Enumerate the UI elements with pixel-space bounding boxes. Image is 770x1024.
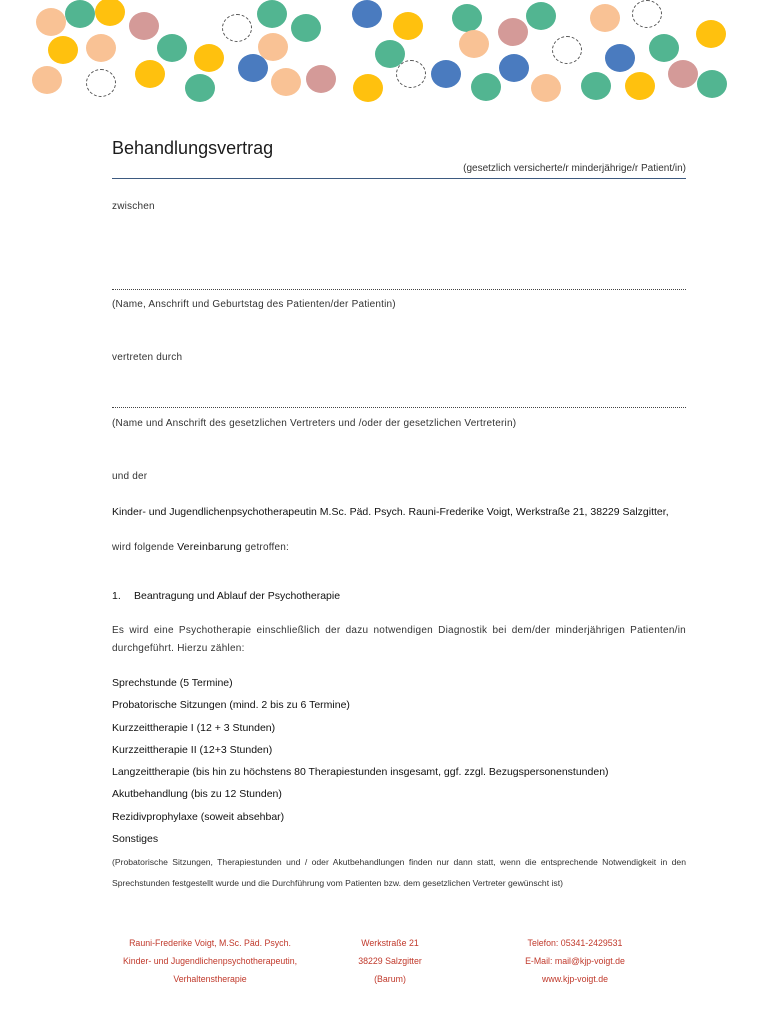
- document-subtitle: (gesetzlich versicherte/r minderjährige/r Patient/in): [463, 163, 686, 174]
- patient-fill-line: [112, 289, 686, 290]
- list-item: Probatorische Sitzungen (mind. 2 bis zu 6 Termine): [112, 699, 350, 712]
- decorative-dot: [393, 12, 423, 40]
- decorative-dot: [95, 0, 125, 26]
- decorative-dot: [257, 0, 287, 28]
- decorative-dot: [605, 44, 635, 72]
- decorative-dot: [498, 18, 528, 46]
- treatment-list: [112, 676, 609, 854]
- decorative-dot: [668, 60, 698, 88]
- decorative-dot: [531, 74, 561, 102]
- decorative-dot: [590, 4, 620, 32]
- decorative-dot: [194, 44, 224, 72]
- decorative-dot: [471, 73, 501, 101]
- decorative-dot: [499, 54, 529, 82]
- decorative-dot: [696, 20, 726, 48]
- footer-email[interactable]: E-Mail: mail@kjp-voigt.de: [525, 956, 625, 966]
- title-divider: [112, 178, 686, 179]
- list-item: Rezidivprophylaxe (soweit absehbar): [112, 810, 285, 823]
- section-title: Beantragung und Ablauf der Psychotherapie: [134, 590, 341, 602]
- agreement-line: [112, 541, 289, 553]
- decorative-dot: [222, 14, 252, 42]
- decorative-dot: [271, 68, 301, 96]
- decorative-dot: [48, 36, 78, 64]
- footer-practice-title: Kinder- und Jugendlichenpsychotherapeutin,: [122, 956, 298, 966]
- decorative-dot: [86, 69, 116, 97]
- therapist-line: Kinder- und Jugendlichenpsychotherapeutin M.Sc. Päd. Psych. Rauni-Frederike Voigt, Werkstraße 21, 38229 Salzgitter,: [112, 506, 669, 518]
- decorative-dot: [86, 34, 116, 62]
- list-item: Kurzzeittherapie II (12+3 Stunden): [112, 743, 273, 756]
- footer-phone: Telefon: 05341-2429531: [527, 938, 623, 948]
- decorative-dot: [396, 60, 426, 88]
- section-1-heading: [112, 590, 340, 602]
- and-label: und der: [112, 471, 148, 482]
- agreement-word: Vereinbarung: [177, 541, 242, 553]
- decorative-dot: [459, 30, 489, 58]
- decorative-dot: [552, 36, 582, 64]
- decorative-dot: [157, 34, 187, 62]
- footer-district: (Barum): [374, 974, 406, 984]
- footer-contact: [485, 934, 665, 988]
- footer-address: [330, 934, 450, 988]
- decorative-dot: [36, 8, 66, 36]
- decorative-dot: [352, 0, 382, 28]
- footer-street: Werkstraße 21: [361, 938, 419, 948]
- decorative-dot: [185, 74, 215, 102]
- decorative-dot: [135, 60, 165, 88]
- footer-city: 38229 Salzgitter: [358, 956, 422, 966]
- list-item: Sonstiges: [112, 833, 159, 846]
- decorative-dot: [129, 12, 159, 40]
- footer-practice-name: Rauni-Frederike Voigt, M.Sc. Päd. Psych.: [129, 938, 291, 948]
- decorative-dot: [632, 0, 662, 28]
- between-label: zwischen: [112, 201, 155, 212]
- decorative-dot: [452, 4, 482, 32]
- agreement-suffix: getroffen:: [241, 542, 289, 553]
- decorative-dot: [526, 2, 556, 30]
- agreement-prefix: wird folgende: [112, 542, 178, 553]
- list-item: Kurzzeittherapie I (12 + 3 Stunden): [112, 721, 276, 734]
- decorative-dot: [306, 65, 336, 93]
- representative-caption: (Name und Anschrift des gesetzlichen Vertreters und /oder der gesetzlichen Vertreterin): [112, 418, 517, 429]
- decorative-dot-banner: [0, 0, 770, 110]
- list-item: Akutbehandlung (bis zu 12 Stunden): [112, 788, 282, 801]
- decorative-dot: [581, 72, 611, 100]
- decorative-dot: [625, 72, 655, 100]
- list-item: Langzeittherapie (bis hin zu höchstens 80 Therapiestunden insgesamt, ggf. zzgl. Bezugspersonenstunden): [112, 766, 609, 779]
- section-1-paragraph: Es wird eine Psychotherapie einschließlich der dazu notwendigen Diagnostik bei dem/der minderjährigen Patienten/in durchgeführt. Hierzu zählen:: [112, 625, 686, 654]
- decorative-dot: [353, 74, 383, 102]
- document-title: Behandlungsvertrag: [112, 138, 274, 158]
- decorative-dot: [697, 70, 727, 98]
- section-1-note: (Probatorische Sitzungen, Therapiestunden und / oder Akutbehandlungen finden nur dann statt, wenn die entsprechende Notwendigkeit in den Sprechstunden festgestellt wurde und die Durchführung vom Patienten bzw. dem gesetzlichen Vertreter gewünscht ist): [112, 857, 686, 888]
- list-item: Sprechstunde (5 Termine): [112, 677, 233, 689]
- decorative-dot: [431, 60, 461, 88]
- representative-fill-line: [112, 407, 686, 408]
- section-number: 1.: [112, 590, 121, 602]
- patient-caption: (Name, Anschrift und Geburtstag des Patienten/der Patientin): [112, 299, 396, 310]
- decorative-dot: [291, 14, 321, 42]
- decorative-dot: [32, 66, 62, 94]
- decorative-dot: [258, 33, 288, 61]
- footer-practice: [100, 934, 320, 988]
- decorative-dot: [649, 34, 679, 62]
- represented-label: vertreten durch: [112, 352, 183, 363]
- footer-website[interactable]: www.kjp-voigt.de: [541, 974, 608, 984]
- footer-practice-method: Verhaltenstherapie: [173, 974, 247, 984]
- decorative-dot: [65, 0, 95, 28]
